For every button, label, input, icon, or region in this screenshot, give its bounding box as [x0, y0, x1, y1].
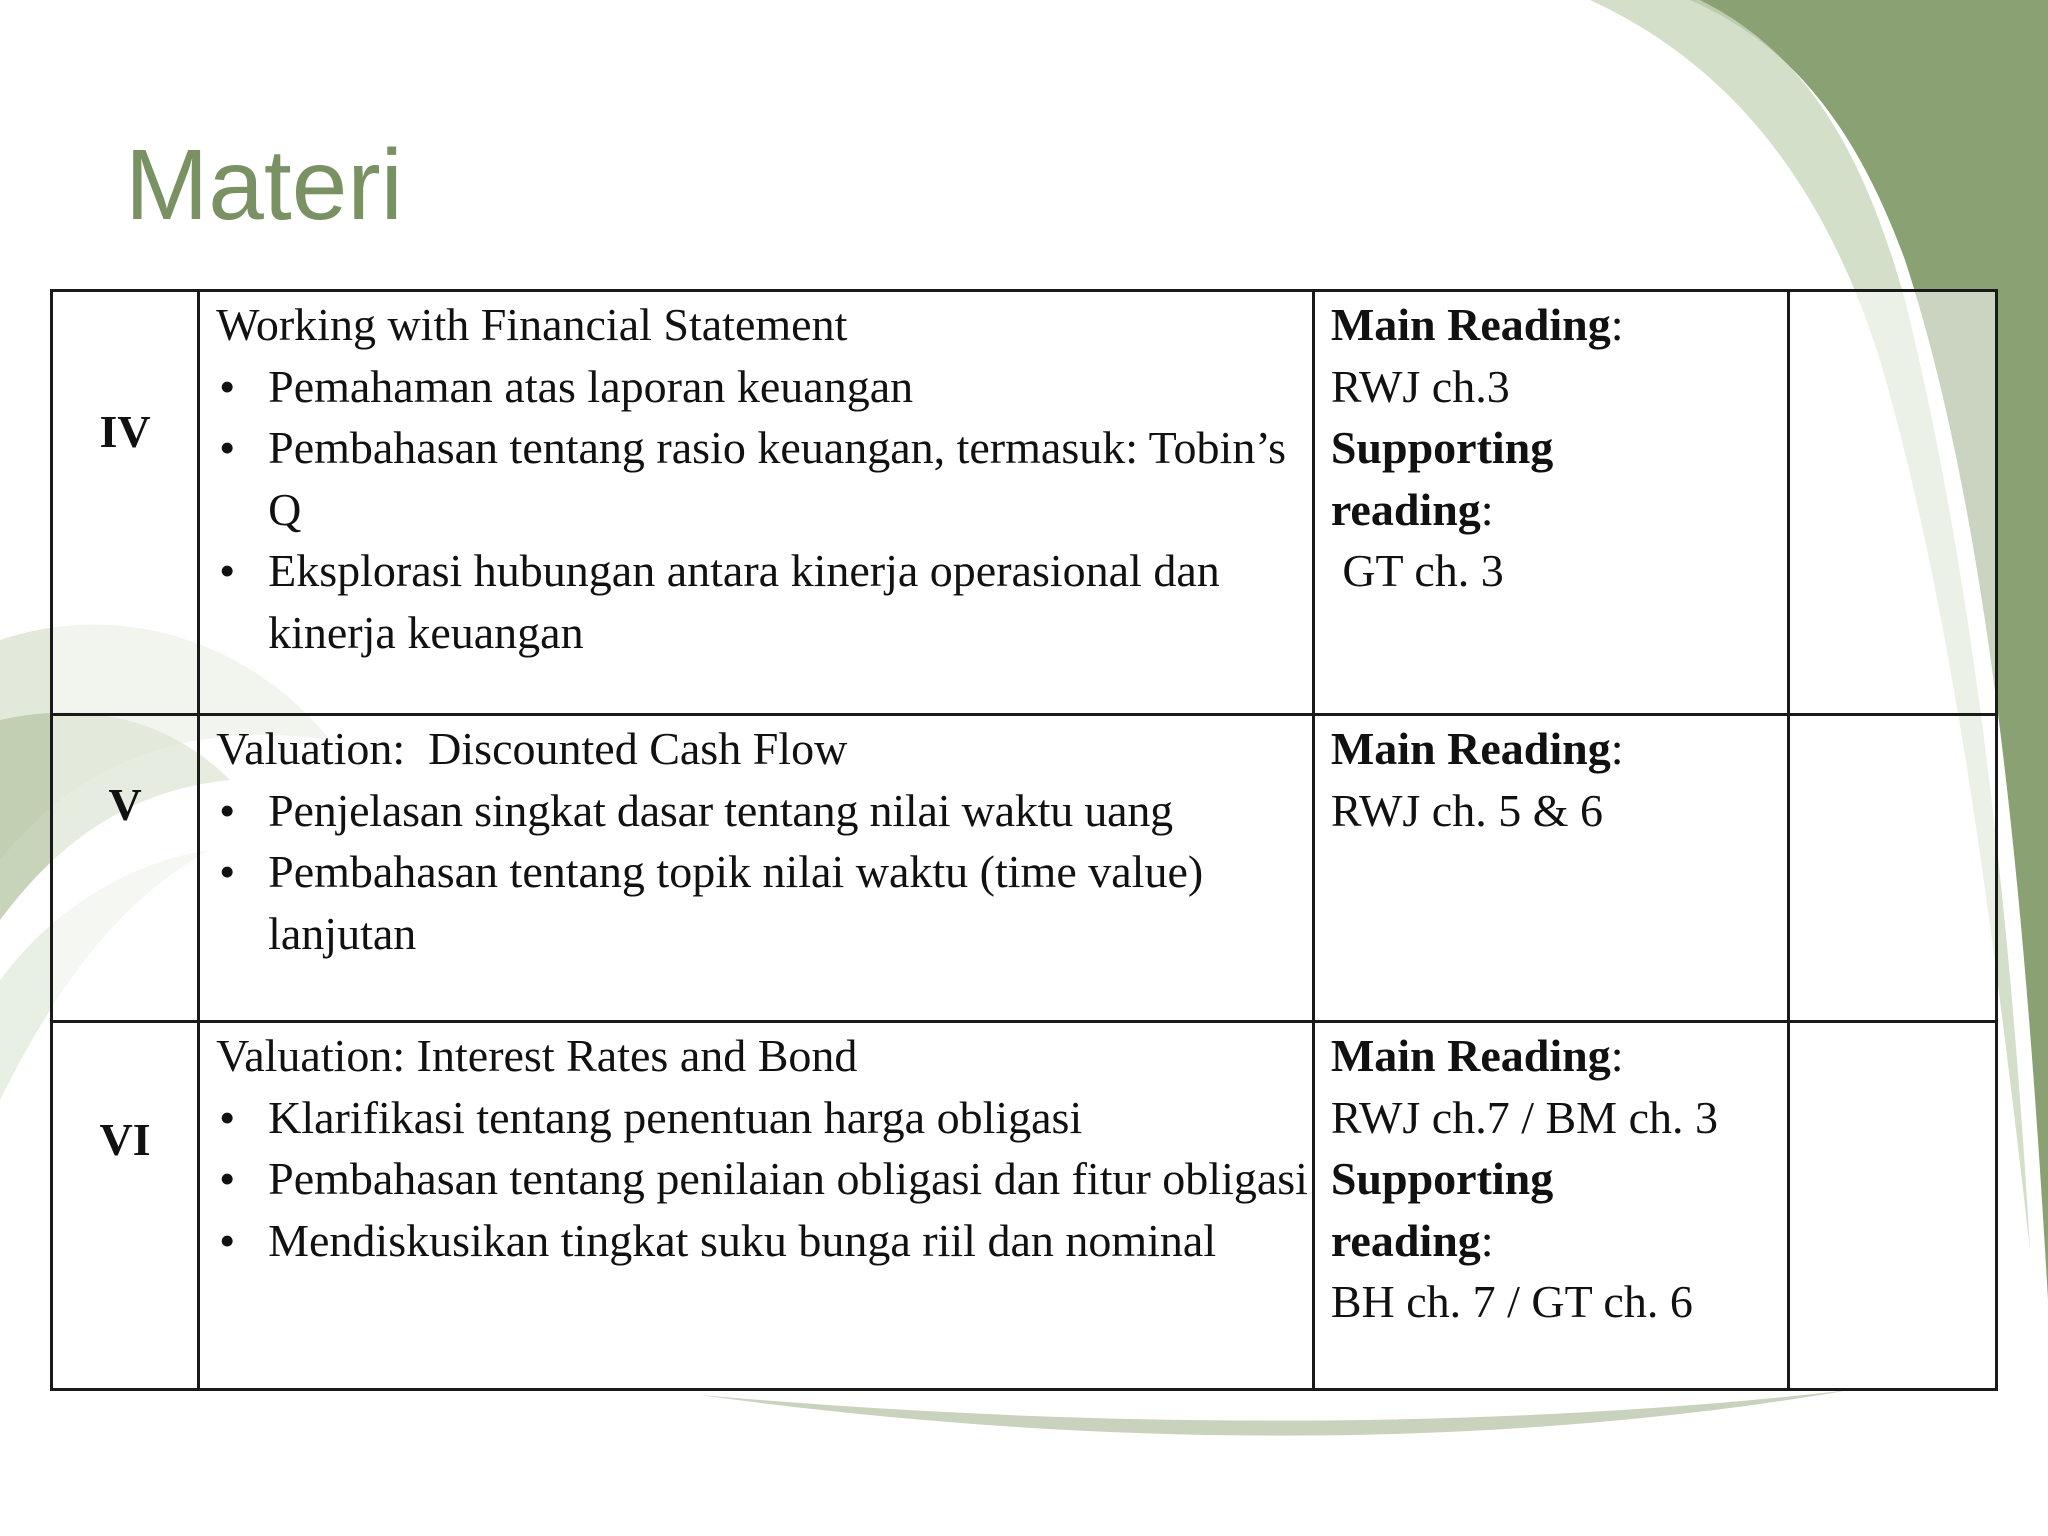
supporting-reading-heading: Supporting reading:	[1330, 422, 1554, 535]
topic-title: Working with Financial Statement	[216, 299, 848, 350]
reading-cell	[1313, 715, 1788, 1022]
topic-title: Valuation: Interest Rates and Bond	[216, 1030, 858, 1081]
main-reading-label: Main Reading	[1330, 1030, 1611, 1081]
supporting-reading-text: BH ch. 7 / GT ch. 6	[1330, 1276, 1693, 1327]
empty-cell	[1789, 291, 1997, 715]
course-material-table	[50, 289, 1998, 1391]
topic-point: • Pembahasan tentang rasio keuangan, termasuk: Tobin’s Q	[216, 417, 1312, 540]
topic-point-list	[216, 780, 1312, 965]
empty-cell	[1789, 1022, 1997, 1390]
topic-point-list	[216, 356, 1312, 664]
topic-point: • Pembahasan tentang topik nilai waktu (time value) lanjutan	[216, 841, 1312, 964]
supporting-reading-label: Supporting reading	[1330, 422, 1554, 535]
main-reading-label: Main Reading	[1330, 299, 1611, 350]
table-row	[52, 715, 1997, 1022]
topic-cell	[199, 715, 1314, 1022]
session-number: VI	[99, 1114, 151, 1165]
supporting-reading-heading: Supporting reading:	[1330, 1153, 1554, 1266]
topic-cell	[199, 291, 1314, 715]
session-number-cell	[52, 1022, 199, 1390]
slide-title: Materi	[125, 129, 403, 241]
table-row	[52, 291, 1997, 715]
empty-cell	[1789, 715, 1997, 1022]
bottom-swoosh	[700, 1390, 1850, 1436]
main-reading-heading: Main Reading:	[1330, 723, 1624, 774]
reading-cell	[1313, 1022, 1788, 1390]
main-reading-text: RWJ ch.3	[1330, 360, 1510, 412]
main-reading-label: Main Reading	[1330, 723, 1611, 774]
main-reading-heading: Main Reading:	[1330, 1030, 1624, 1081]
main-reading-heading: Main Reading:	[1330, 299, 1624, 350]
topic-point-list	[216, 1087, 1312, 1272]
session-number: V	[108, 779, 142, 830]
topic-point: • Pemahaman atas laporan keuangan	[216, 356, 1312, 418]
session-number-cell	[52, 715, 199, 1022]
session-number-cell	[52, 291, 199, 715]
reading-cell	[1313, 291, 1788, 715]
topic-title: Valuation: Discounted Cash Flow	[216, 723, 848, 774]
topic-point: • Pembahasan tentang penilaian obligasi dan fitur obligasi	[216, 1148, 1312, 1210]
supporting-reading-label: Supporting reading	[1330, 1153, 1554, 1266]
main-reading-text: RWJ ch. 5 & 6	[1330, 784, 1603, 836]
table-row	[52, 1022, 1997, 1390]
topic-point: • Eksplorasi hubungan antara kinerja operasional dan kinerja keuangan	[216, 540, 1312, 663]
topic-point: • Mendiskusikan tingkat suku bunga riil dan nominal	[216, 1210, 1312, 1272]
topic-point: • Penjelasan singkat dasar tentang nilai waktu uang	[216, 780, 1312, 842]
supporting-reading-text: GT ch. 3	[1330, 545, 1504, 596]
topic-cell	[199, 1022, 1314, 1390]
topic-point: • Klarifikasi tentang penentuan harga obligasi	[216, 1087, 1312, 1149]
session-number: IV	[99, 406, 151, 457]
main-reading-text: RWJ ch.7 / BM ch. 3	[1330, 1091, 1718, 1143]
